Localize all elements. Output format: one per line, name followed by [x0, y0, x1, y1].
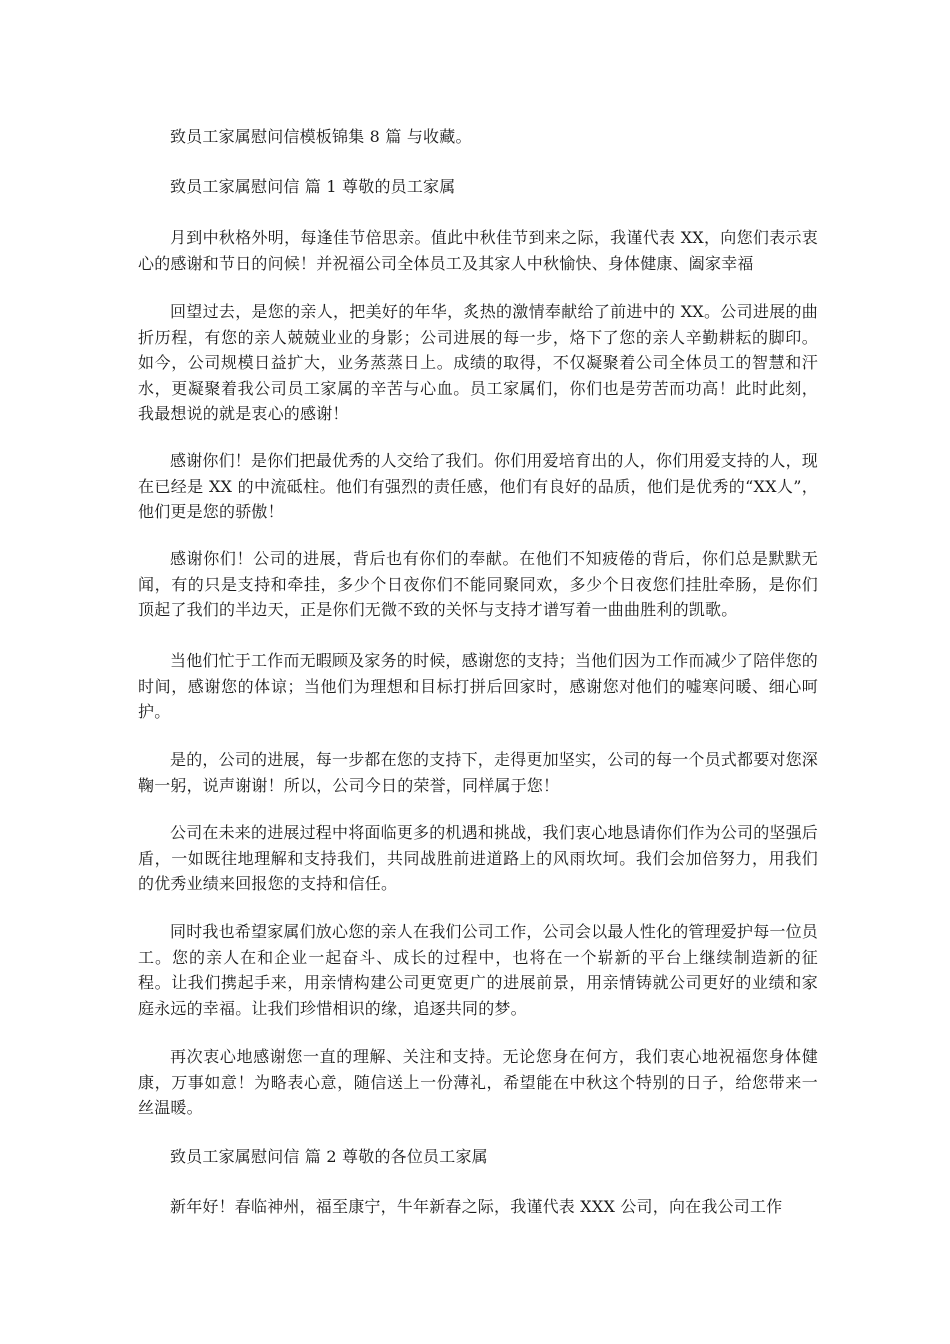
paragraph: 公司在未来的进展过程中将面临更多的机遇和挑战，我们衷心地恳请你们作为公司的坚强后盾，一如既往地理解和支持我们，共同战胜前进道路上的风雨坎坷。我们会加倍努力，用我们的优秀业绩来回报您的支持和信任。 [138, 823, 819, 893]
paragraph: 月到中秋格外明，每逢佳节倍思亲。值此中秋佳节到来之际，我谨代表 XX，向您们表示衷心的感谢和节日的问候！并祝福公司全体员工及其家人中秋愉快、身体健康、阖家幸福 [138, 228, 818, 273]
paragraph: 回望过去，是您的亲人，把美好的年华，炙热的激情奉献给了前进中的 XX。公司进展的曲折历程，有您的亲人兢兢业业的身影；公司进展的每一步，烙下了您的亲人辛勤耕耘的脚印。如今，公司规模日益扩大，业务蒸蒸日上。成绩的取得，不仅凝聚着公司全体员工的智慧和汗水，更凝聚着我公司员工家属的辛苦与心血。员工家属们，你们也是劳苦而功高！此时此刻，我最想说的就是衷心的感谢！ [138, 302, 818, 423]
paragraph: 同时我也希望家属们放心您的亲人在我们公司工作，公司会以最人性化的管理爱护每一位员工。您的亲人在和企业一起奋斗、成长的过程中，也将在一个崭新的平台上继续制造新的征程。让我们携起手来，用亲情构建公司更宽更广的进展前景，用亲情铸就公司更好的业绩和家庭永远的幸福。让我们珍惜相识的缘，追逐共同的梦。 [138, 922, 819, 1018]
letter-2-heading: 致员工家属慰问信 篇 2 尊敬的各位员工家属 [170, 1147, 488, 1166]
letter-1-heading: 致员工家属慰问信 篇 1 尊敬的员工家属 [170, 177, 456, 196]
paragraph: 感谢你们！是你们把最优秀的人交给了我们。你们用爱培育出的人，你们用爱支持的人，现在已经是 XX 的中流砥柱。他们有强烈的责任感，他们有良好的品质，他们是优秀的“XX人”，他们更是您的骄傲！ [138, 451, 819, 521]
intro-line: 致员工家属慰问信模板锦集 8 篇 与收藏。 [170, 127, 472, 146]
paragraph: 当他们忙于工作而无暇顾及家务的时候，感谢您的支持；当他们因为工作而减少了陪伴您的时间，感谢您的体谅；当他们为理想和目标打拼后回家时，感谢您对他们的嘘寒问暖、细心呵护。 [138, 651, 819, 721]
paragraph: 是的，公司的进展，每一步都在您的支持下，走得更加坚实，公司的每一个员式都要对您深鞠一躬，说声谢谢！所以，公司今日的荣誉，同样属于您！ [138, 750, 819, 795]
paragraph: 再次衷心地感谢您一直的理解、关注和支持。无论您身在何方，我们衷心地祝福您身体健康，万事如意！为略表心意，随信送上一份薄礼，希望能在中秋这个特别的日子，给您带来一丝温暖。 [138, 1047, 818, 1117]
paragraph: 新年好！春临神州，福至康宁，牛年新春之际，我谨代表 XXX 公司，向在我公司工作 [170, 1197, 783, 1216]
paragraph: 感谢你们！公司的进展，背后也有你们的奉献。在他们不知疲倦的背后，你们总是默默无闻，有的只是支持和牵挂，多少个日夜你们不能同聚同欢，多少个日夜您们挂肚牵肠，是你们顶起了我们的半边天，正是你们无微不致的关怀与支持才谱写着一曲曲胜利的凯歌。 [138, 549, 818, 619]
